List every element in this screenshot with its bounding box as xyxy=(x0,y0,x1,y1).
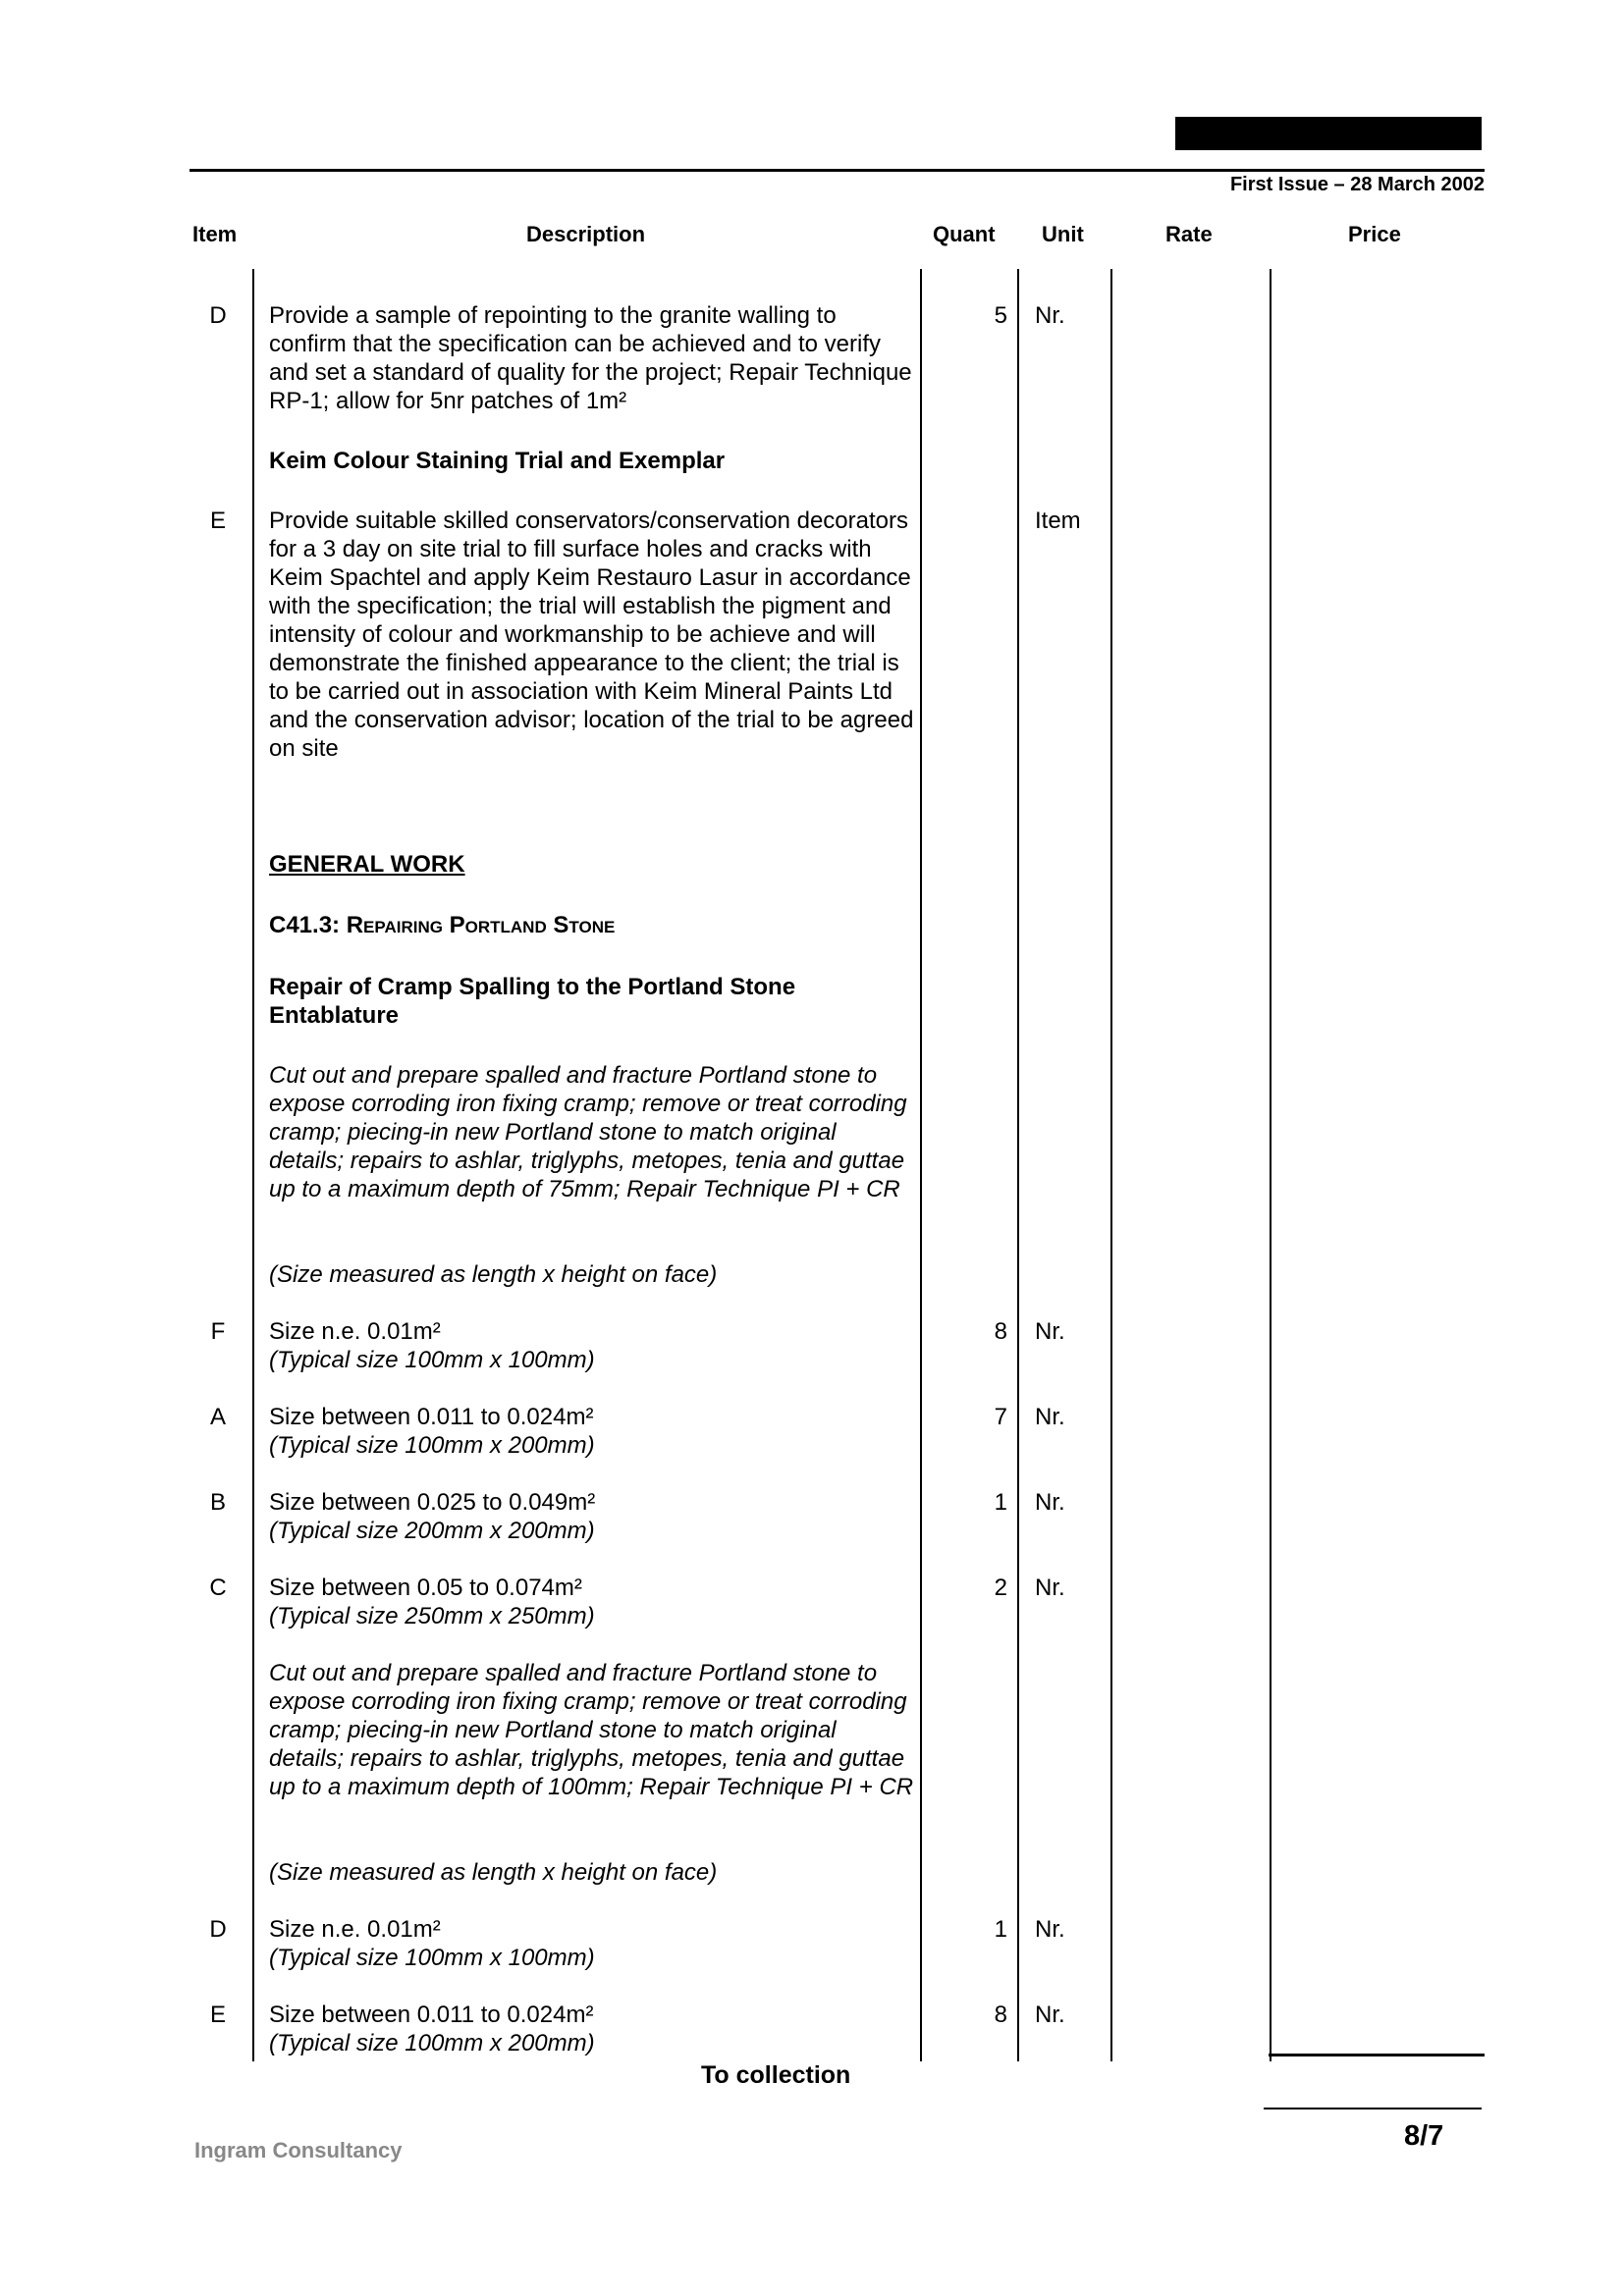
item-letter: C xyxy=(209,1575,227,1601)
item-letter: B xyxy=(209,1489,226,1516)
item-quantity: 8 xyxy=(994,1318,1007,1345)
item-letter: F xyxy=(210,1318,226,1345)
col-header-quant: Quant xyxy=(933,222,996,246)
redaction-bar xyxy=(1175,117,1482,150)
item-unit: Nr. xyxy=(1035,1404,1065,1430)
item-unit: Nr. xyxy=(1035,302,1065,329)
item-quantity: 1 xyxy=(994,1489,1007,1516)
description-note: Cut out and prepare spalled and fracture Portland stone to expose corroding iron fixing cramp; remove or treat corroding cramp; piecing-in new Portland stone to match original details; repairs to ashlar, triglyphs, metopes, tenia and guttae up to a maximum depth of 75mm; Repair Technique PI + CR xyxy=(269,1062,907,1202)
price-total-rule xyxy=(1269,2054,1485,2056)
column-rule-price xyxy=(1270,269,1271,2061)
item-unit: Nr. xyxy=(1035,2002,1065,2028)
issue-date: First Issue – 28 March 2002 xyxy=(1229,174,1485,195)
group-heading: Repair of Cramp Spalling to the Portland Stone Entablature xyxy=(269,974,796,1029)
header-rule xyxy=(189,169,1485,172)
section-heading: GENERAL WORK xyxy=(269,851,465,878)
measurement-note: (Size measured as length x height on face) xyxy=(269,1261,718,1288)
item-description: Size between 0.025 to 0.049m² (Typical size 200mm x 200mm) xyxy=(269,1489,596,1544)
item-letter: E xyxy=(209,2002,226,2028)
item-quantity: 2 xyxy=(994,1575,1007,1601)
footer-rule xyxy=(1264,2108,1482,2109)
subsection-heading: C41.3: Repairing Portland Stone xyxy=(269,912,616,938)
group-heading: Keim Colour Staining Trial and Exemplar xyxy=(269,448,726,474)
description-note: Cut out and prepare spalled and fracture Portland stone to expose corroding iron fixing cramp; remove or treat corroding cramp; piecing-in new Portland stone to match original details; repairs to ashlar, triglyphs, metopes, tenia and guttae up to a maximum depth of 100mm; Repair Technique PI + CR xyxy=(269,1660,914,1800)
item-unit: Nr. xyxy=(1035,1575,1065,1601)
item-letter: E xyxy=(209,507,226,534)
item-description: Size between 0.011 to 0.024m² (Typical size 100mm x 200mm) xyxy=(269,2002,595,2056)
column-rule-quant xyxy=(920,269,922,2061)
col-header-item: Item xyxy=(192,222,238,246)
item-description: Provide a sample of repointing to the granite walling to confirm that the specification can be achieved and to verify and set a standard of quality for the project; Repair Technique RP-1; allow for 5nr patches of 1m² xyxy=(269,302,912,414)
col-header-description: Description xyxy=(526,222,646,246)
item-unit: Item xyxy=(1035,507,1081,534)
item-unit: Nr. xyxy=(1035,1318,1065,1345)
col-header-price: Price xyxy=(1348,222,1401,246)
item-quantity: 1 xyxy=(994,1916,1007,1943)
item-letter: A xyxy=(209,1404,226,1430)
item-description: Size n.e. 0.01m² (Typical size 100mm x 100mm) xyxy=(269,1916,595,1971)
col-header-unit: Unit xyxy=(1042,222,1084,246)
column-rule-rate xyxy=(1110,269,1112,2061)
item-letter: D xyxy=(209,302,227,329)
column-rule-desc xyxy=(252,269,254,2061)
company-name: Ingram Consultancy xyxy=(194,2138,403,2163)
item-unit: Nr. xyxy=(1035,1916,1065,1943)
column-rule-unit xyxy=(1017,269,1019,2061)
to-collection-label: To collection xyxy=(701,2061,851,2089)
item-description: Size between 0.011 to 0.024m² (Typical size 100mm x 200mm) xyxy=(269,1404,595,1459)
col-header-rate: Rate xyxy=(1165,222,1213,246)
item-description: Size n.e. 0.01m² (Typical size 100mm x 100mm) xyxy=(269,1318,595,1373)
item-description: Size between 0.05 to 0.074m² (Typical size 250mm x 250mm) xyxy=(269,1575,595,1629)
item-quantity: 5 xyxy=(994,302,1007,329)
page-number: 8/7 xyxy=(1404,2120,1444,2152)
item-quantity: 7 xyxy=(994,1404,1007,1430)
measurement-note: (Size measured as length x height on face) xyxy=(269,1859,718,1886)
item-description: Provide suitable skilled conservators/conservation decorators for a 3 day on site trial to fill surface holes and cracks with Keim Spachtel and apply Keim Restauro Lasur in accordance with the specification; the trial will establish the pigment and intensity of colour and workmanship to be achieve and will demonstrate the finished appearance to the client; the trial is to be carried out in association with Keim Mineral Paints Ltd and the conservation advisor; location of the trial to be agreed on site xyxy=(269,507,914,762)
item-unit: Nr. xyxy=(1035,1489,1065,1516)
item-letter: D xyxy=(209,1916,227,1943)
item-quantity: 8 xyxy=(994,2002,1007,2028)
